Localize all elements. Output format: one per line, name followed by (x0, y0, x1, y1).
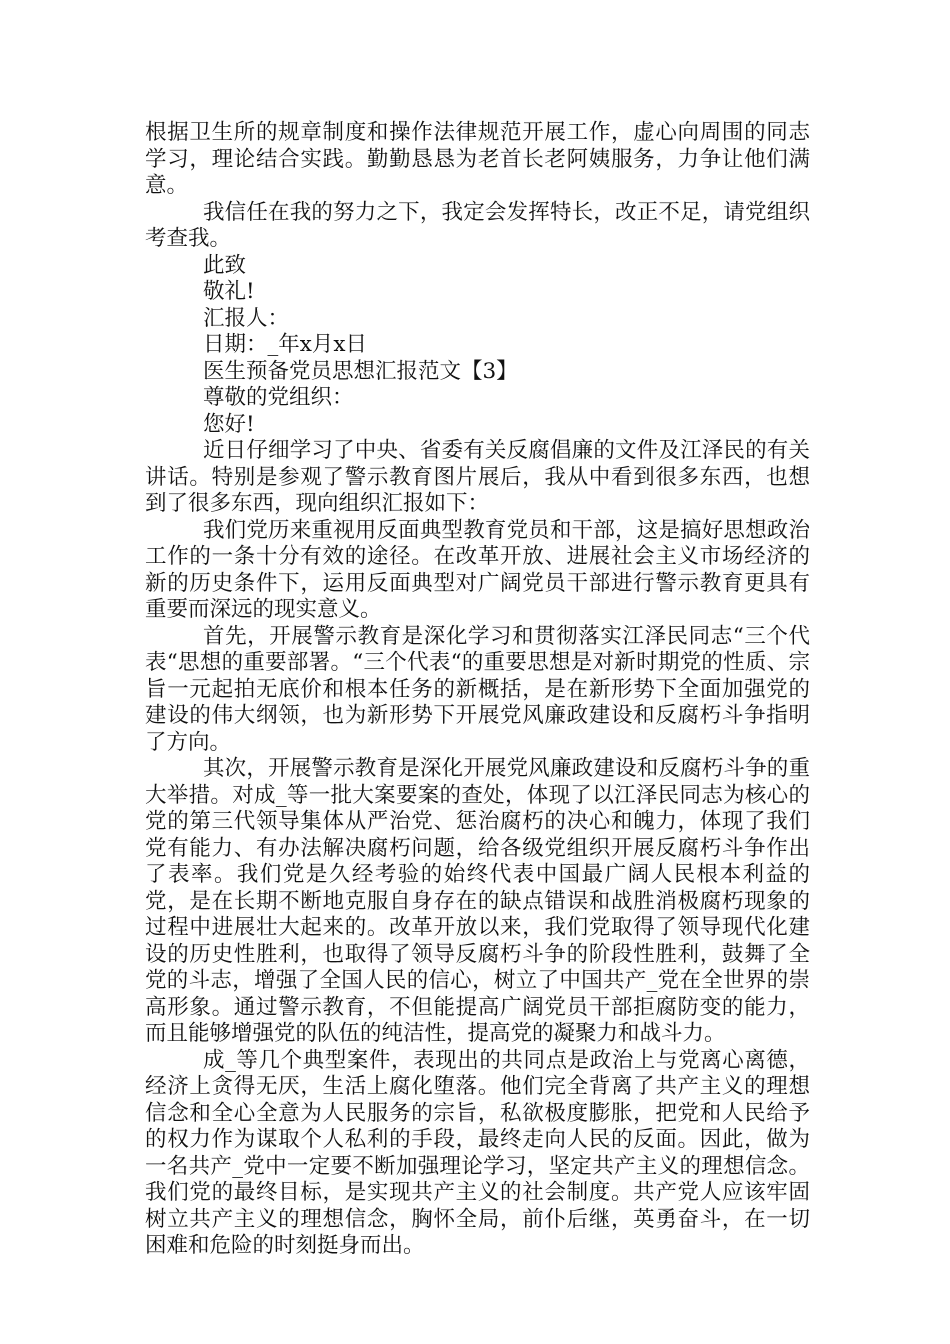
document-page (145, 120, 810, 1260)
closing-jingli: 敬礼! (203, 279, 255, 304)
paragraph-cases: 成_等几个典型案件，表现出的共同点是政治上与党离心离德，经济上贪得无厌，生活上腐化堕落。他们完全背离了共产主义的理想信念和全心全意为人民服务的宗旨，私欲极度膨胀，把党和人民给予的权力作为谋取个人私利的手段，最终走向人民的反面。因此，做为一名共产_党中一定要不断加强理论学习，坚定共产主义的理想信念。我们党的最终目标，是实现共产主义的社会制度。共产党人应该牢固树立共产主义的理想信念，胸怀全局，前仆后继，英勇奋斗，在一切困难和危险的时刻挺身而出。 (145, 1047, 810, 1258)
paragraph-work-attitude: 根据卫生所的规章制度和操作法律规范开展工作，虚心向周围的同志学习，理论结合实践。勤勤恳恳为老首长老阿姨服务，力争让他们满意。 (145, 120, 810, 198)
salutation: 尊敬的党组织： (203, 385, 354, 410)
paragraph-first: 首先，开展警示教育是深化学习和贯彻落实江泽民同志“三个代表“思想的重要部署。“三个代表“的重要思想是对新时期党的性质、宗旨一元起拍无底价和根本任务的新概括，是在新形势下全面加强党的建设的伟大纲领，也为新形势下开展党风廉政建设和反腐朽斗争指明了方向。 (145, 623, 810, 755)
paragraph-second: 其次，开展警示教育是深化开展党风廉政建设和反腐朽斗争的重大举措。对成_等一批大案要案的查处，体现了以江泽民同志为核心的党的第三代领导集体从严治党、惩治腐朽的决心和魄力，体现了我们党有能力、有办法解决腐朽问题，给各级党组织开展反腐朽斗争作出了表率。我们党是久经考验的始终代表中国最广阔人民根本利益的党，是在长期不断地克服自身存在的缺点错误和战胜消极腐朽现象的过程中进展壮大起来的。改革开放以来，我们党取得了领导现代化建设的历史性胜利，也取得了领导反腐朽斗争的阶段性胜利，鼓舞了全党的斗志，增强了全国人民的信心，树立了中国共产_党在全世界的崇高形象。通过警示教育，不但能提高广阔党员干部拒腐防变的能力，而且能够增强党的队伍的纯洁性，提高党的凝聚力和战斗力。 (145, 756, 810, 1046)
paragraph-intro: 近日仔细学习了中央、省委有关反腐倡廉的文件及江泽民的有关讲话。特别是参观了警示教育图片展后，我从中看到很多东西，也想到了很多东西，现向组织汇报如下： (145, 438, 810, 516)
greeting: 您好! (203, 411, 255, 437)
section-title: 医生预备党员思想汇报范文【3】 (203, 358, 518, 384)
paragraph-negative-examples: 我们党历来重视用反面典型教育党员和干部，这是搞好思想政治工作的一条十分有效的途径。在改革开放、进展社会主义市场经济的新的历史条件下，运用反面典型对广阔党员干部进行警示教育更具有重要而深远的现实意义。 (145, 517, 810, 622)
date-line: 日期：_年x月x日 (203, 332, 368, 357)
paragraph-trust-request: 我信任在我的努力之下，我定会发挥特长，改正不足，请党组织考查我。 (145, 199, 810, 251)
reporter-label: 汇报人： (203, 305, 290, 331)
closing-cizhi: 此致 (203, 252, 247, 278)
